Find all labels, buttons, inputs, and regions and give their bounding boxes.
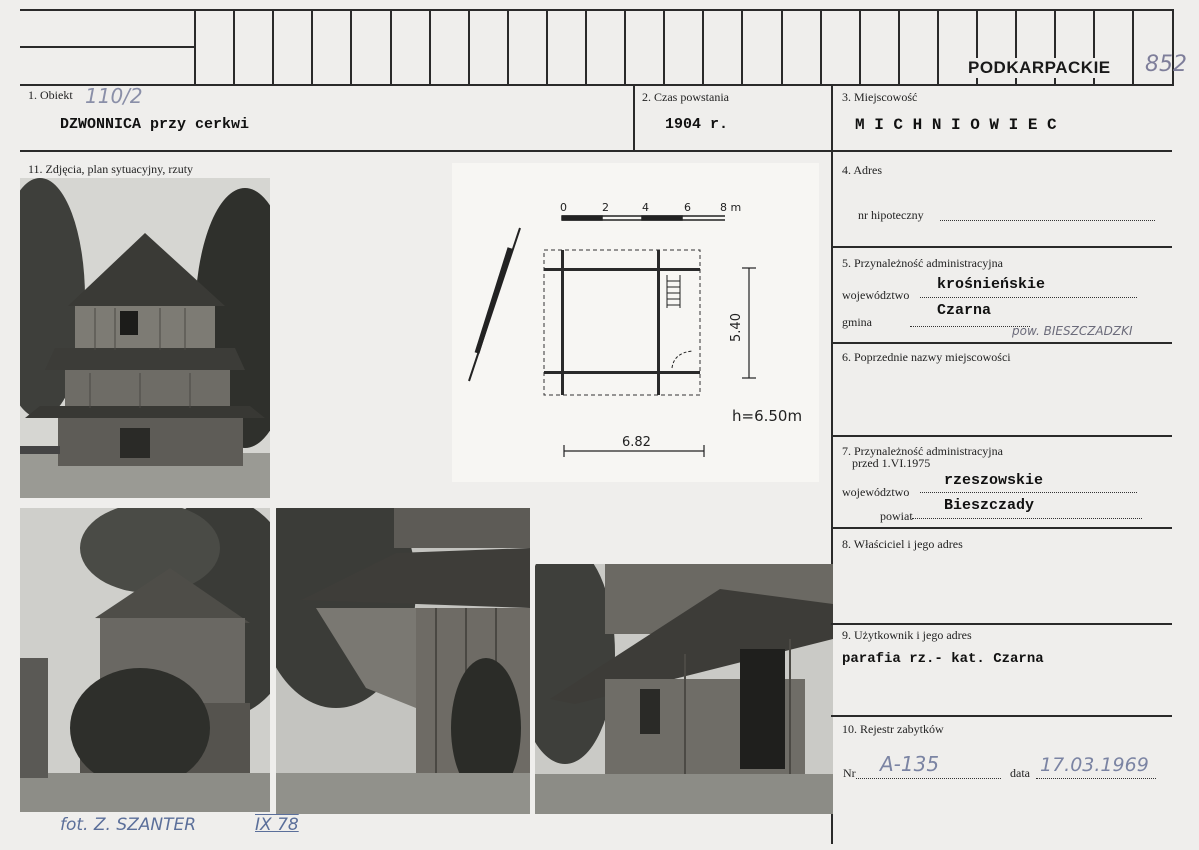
floor-plan-drawing [452, 163, 819, 482]
scale-tick-label: 6 [684, 201, 691, 214]
wojewodztwo-current-value: krośnieńskie [937, 276, 1046, 293]
scale-bar [562, 216, 725, 220]
label-adres: 4. Adres [842, 163, 882, 177]
card-number: 852 [1145, 52, 1187, 77]
plan-depth-label: 5.40 [728, 313, 744, 342]
photo-belfry-corner [276, 508, 530, 814]
label-poprzednie-nazwy: 6. Poprzednie nazwy miejscowości [842, 350, 1011, 364]
label-rejestr-data: data [1010, 766, 1030, 780]
label-wojewodztwo-current: województwo [842, 288, 910, 302]
powiat-handwritten-note: pow. BIESZCZADZKI [1012, 324, 1133, 338]
scale-tick-label: 8 m [720, 201, 742, 214]
region-label: PODKARPACKIE [968, 58, 1111, 77]
rejestr-data-value: 17.03.1969 [1040, 754, 1149, 776]
label-przynaleznosc-1975: 7. Przynależność administracyjna [842, 444, 1003, 458]
label-nr-hipoteczny: nr hipoteczny [858, 208, 924, 222]
plan-height-label: h=6.50m [732, 407, 803, 425]
label-przed-1975: przed 1.VI.1975 [852, 456, 931, 470]
label-czas: 2. Czas powstania [642, 90, 729, 104]
label-wojewodztwo-1975: województwo [842, 485, 910, 499]
wojewodztwo-1975-value: rzeszowskie [944, 472, 1044, 489]
label-przynaleznosc: 5. Przynależność administracyjna [842, 256, 1003, 270]
north-arrow [469, 228, 520, 381]
label-miejscowosc: 3. Miejscowość [842, 90, 918, 104]
rejestr-nr-value: A-135 [880, 752, 940, 776]
scale-tick-label: 2 [602, 201, 609, 214]
label-rejestr-nr: Nr [843, 766, 856, 780]
gmina-value: Czarna [937, 302, 992, 319]
powiat-value: Bieszczady [944, 497, 1035, 514]
photo-belfry-overgrown [20, 508, 270, 812]
label-uzytkownik: 9. Użytkownik i jego adres [842, 628, 972, 642]
obiekt-value: DZWONNICA przy cerkwi [60, 116, 250, 133]
label-rejestr: 10. Rejestr zabytków [842, 722, 944, 736]
photographer-credit: fot. Z. SZANTER [60, 815, 197, 835]
label-powiat: powiat [880, 509, 913, 523]
photo-belfry-front [20, 178, 270, 498]
scale-tick-label: 0 [560, 201, 567, 214]
photo-date: IX 78 [255, 815, 299, 835]
photo-belfry-porch [535, 564, 833, 814]
scale-tick-label: 4 [642, 201, 649, 214]
miejscowosc-value: M I C H N I O W I E C [855, 116, 1057, 134]
obiekt-handwritten-number: 110/2 [85, 84, 143, 108]
label-obiekt: 1. Obiekt [28, 88, 73, 102]
plan-width-label: 6.82 [622, 435, 651, 450]
label-gmina: gmina [842, 315, 872, 329]
label-zdjecia: 11. Zdjęcia, plan sytuacyjny, rzuty [28, 162, 194, 176]
czas-value: 1904 r. [665, 116, 729, 133]
label-wlasciciel: 8. Właściciel i jego adres [842, 537, 963, 551]
uzytkownik-value: parafia rz.- kat. Czarna [842, 651, 1044, 667]
